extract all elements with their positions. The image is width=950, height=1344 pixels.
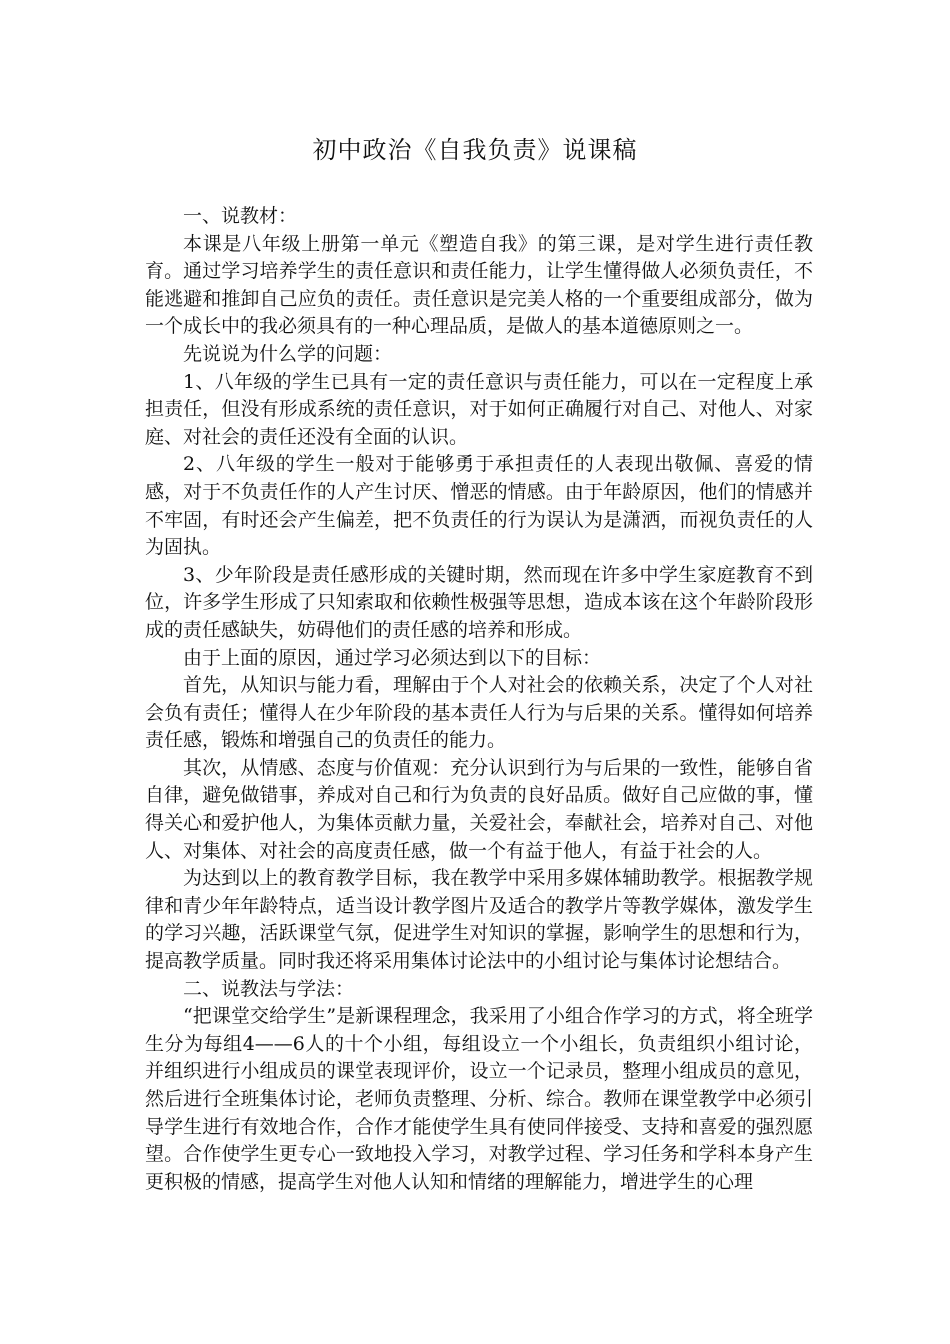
document-body	[145, 203, 813, 1196]
paragraph: 3、少年阶段是责任感形成的关键时期，然而现在许多中学生家庭教育不到位，许多学生形成了只知索取和依赖性极强等思想，造成本该在这个年龄阶段形成的责任感缺失，妨碍他们的责任感的培养和形成。	[145, 563, 813, 641]
paragraph: 首先，从知识与能力看，理解由于个人对社会的依赖关系，决定了个人对社会负有责任；懂得人在少年阶段的基本责任人行为与后果的关系。懂得如何培养责任感，锻炼和增强自己的负责任的能力。	[145, 674, 813, 752]
paragraph: 1、八年级的学生已具有一定的责任意识与责任能力，可以在一定程度上承担责任，但没有形成系统的责任意识，对于如何正确履行对自己、对他人、对家庭、对社会的责任还没有全面的认识。	[145, 370, 813, 448]
paragraph: 2、八年级的学生一般对于能够勇于承担责任的人表现出敬佩、喜爱的情感，对于不负责任作的人产生讨厌、憎恶的情感。由于年龄原因，他们的情感并不牢固，有时还会产生偏差，把不负责任的行为误认为是潇洒，而视负责任的人为固执。	[145, 453, 813, 559]
paragraph: 其次，从情感、态度与价值观：充分认识到行为与后果的一致性，能够自省自律，避免做错事，养成对自己和行为负责的良好品质。做好自己应做的事，懂得关心和爱护他人，为集体贡献力量，关爱社会，奉献社会，培养对自己、对他人、对集体、对社会的高度责任感，做一个有益于他人，有益于社会的人。	[145, 756, 813, 862]
paragraph: “把课堂交给学生”是新课程理念，我采用了小组合作学习的方式，将全班学生分为每组4——6人的十个小组，每组设立一个小组长，负责组织小组讨论，并组织进行小组成员的课堂表现评价，设立一个记录员，整理小组成员的意见，然后进行全班集体讨论，老师负责整理、分析、综合。教师在课堂教学中必须引导学生进行有效地合作，合作才能使学生具有使同伴接受、支持和喜爱的强烈愿望。合作使学生更专心一致地投入学习，对教学过程、学习任务和学科本身产生更积极的情感，提高学生对他人认知和情绪的理解能力，增进学生的心理	[145, 1005, 813, 1193]
paragraph-section-2-heading: 二、说教法与学法：	[183, 977, 355, 1000]
paragraph: 本课是八年级上册第一单元《塑造自我》的第三课，是对学生进行责任教育。通过学习培养学生的责任意识和责任能力，让学生懂得做人必须负责任，不能逃避和推卸自己应负的责任。责任意识是完美人格的一个重要组成部分，做为一个成长中的我必须具有的一种心理品质，是做人的基本道德原则之一。	[145, 232, 813, 338]
paragraph: 由于上面的原因，通过学习必须达到以下的目标：	[183, 646, 602, 669]
paragraph: 先说说为什么学的问题：	[183, 342, 393, 365]
paragraph-section-1-heading: 一、说教材：	[183, 205, 298, 227]
paragraph: 为达到以上的教育教学目标，我在教学中采用多媒体辅助教学。根据教学规律和青少年年龄特点，适当设计教学图片及适合的教学片等教学媒体，激发学生的学习兴趣，活跃课堂气氛，促进学生对知识的掌握，影响学生的思想和行为，提高教学质量。同时我还将采用集体讨论法中的小组讨论与集体讨论想结合。	[145, 867, 813, 973]
document-title: 初中政治《自我负责》说课稿	[312, 136, 638, 164]
